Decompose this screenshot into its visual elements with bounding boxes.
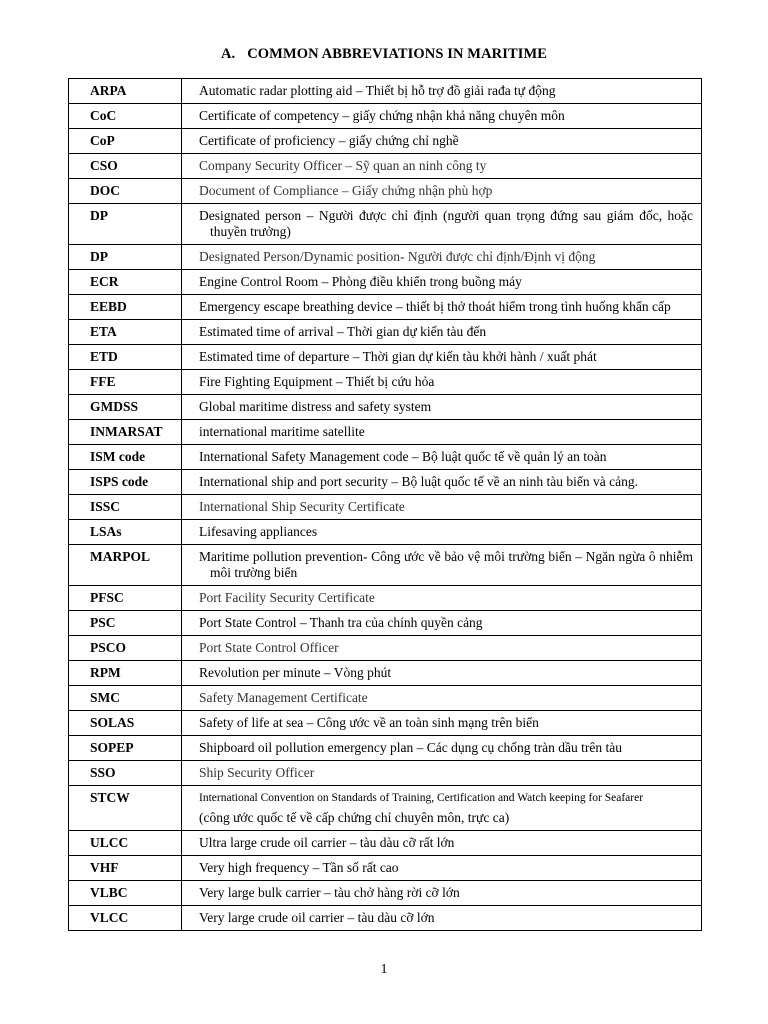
page-number: 1 [380,962,388,977]
abbreviation-code: SOPEP [69,736,182,761]
abbreviation-description: Port State Control Officer [182,636,702,661]
abbreviation-description: Certificate of competency – giấy chứng nhận khả năng chuyên môn [182,104,702,129]
table-row [69,661,702,686]
table-row [69,636,702,661]
table-row [69,445,702,470]
abbreviation-description: Engine Control Room – Phòng điều khiển trong buồng máy [182,270,702,295]
abbreviation-description: Shipboard oil pollution emergency plan – Các dụng cụ chống tràn dầu trên tàu [182,736,702,761]
abbreviation-description: Automatic radar plotting aid – Thiết bị hỗ trợ đồ giải rađa tự động [182,79,702,104]
abbreviation-code: CoP [69,129,182,154]
abbreviation-code: RPM [69,661,182,686]
abbreviation-description: Global maritime distress and safety system [182,395,702,420]
abbreviation-description: Certificate of proficiency – giấy chứng chỉ nghề [182,129,702,154]
abbreviation-description: International Ship Security Certificate [182,495,702,520]
abbreviation-code: ULCC [69,831,182,856]
abbreviation-description: Port State Control – Thanh tra của chính quyền cảng [182,611,702,636]
abbreviation-description: Maritime pollution prevention- Công ước về bảo vệ môi trường biển – Ngăn ngừa ô nhiễm môi trường biển [182,545,702,586]
description-line: (công ước quốc tế về cấp chứng chỉ chuyên môn, trực ca) [199,810,510,825]
abbreviation-code: DP [69,245,182,270]
abbreviation-code: VLCC [69,906,182,931]
table-row [69,179,702,204]
table-row [69,831,702,856]
abbreviation-code: STCW [69,786,182,831]
abbreviation-description: Lifesaving appliances [182,520,702,545]
table-row [69,295,702,320]
table-row [69,711,702,736]
table-row [69,881,702,906]
table-row [69,906,702,931]
abbreviation-description: Company Security Officer – Sỹ quan an ninh công ty [182,154,702,179]
table-row [69,204,702,245]
abbreviation-description: Safety of life at sea – Công ước về an toàn sinh mạng trên biển [182,711,702,736]
abbreviation-code: CSO [69,154,182,179]
abbreviation-code: ETD [69,345,182,370]
abbreviation-description: international maritime satellite [182,420,702,445]
table-row [69,470,702,495]
abbreviations-table [68,78,702,931]
abbreviation-description: Very high frequency – Tần số rất cao [182,856,702,881]
abbreviation-description: Ultra large crude oil carrier – tàu dàu cỡ rất lớn [182,831,702,856]
table-row [69,79,702,104]
abbreviation-code: DP [69,204,182,245]
abbreviation-code: ISPS code [69,470,182,495]
abbreviation-description: International ship and port security – Bộ luật quốc tế về an ninh tàu biển và cảng. [182,470,702,495]
abbreviation-description: Designated person – Người được chỉ định (người quan trọng đứng sau giám đốc, hoặc thuyền trưởng) [182,204,702,245]
table-row [69,420,702,445]
table-row [69,856,702,881]
table-row [69,761,702,786]
page-title [0,46,768,63]
table-row [69,586,702,611]
abbreviation-code: INMARSAT [69,420,182,445]
abbreviation-description: Document of Compliance – Giấy chứng nhận phù hợp [182,179,702,204]
abbreviation-code: DOC [69,179,182,204]
abbreviation-code: SSO [69,761,182,786]
abbreviation-code: VHF [69,856,182,881]
abbreviation-code: ECR [69,270,182,295]
abbreviation-description: Safety Management Certificate [182,686,702,711]
abbreviation-code: MARPOL [69,545,182,586]
table-row [69,104,702,129]
table-row [69,611,702,636]
abbreviation-code: PFSC [69,586,182,611]
section-number: A. [220,46,236,62]
abbreviation-code: SMC [69,686,182,711]
table-row [69,736,702,761]
table-row [69,345,702,370]
table-row [69,545,702,586]
table-row [69,395,702,420]
abbreviation-code: SOLAS [69,711,182,736]
abbreviation-code: VLBC [69,881,182,906]
abbreviation-code: LSAs [69,520,182,545]
abbreviation-description: Estimated time of departure – Thời gian dự kiến tàu khởi hành / xuất phát [182,345,702,370]
abbreviation-description [182,786,702,831]
abbreviation-description: Emergency escape breathing device – thiết bị thở thoát hiểm trong tình huống khẩn cấp [182,295,702,320]
table-row [69,520,702,545]
abbreviation-description: Estimated time of arrival – Thời gian dự kiến tàu đến [182,320,702,345]
abbreviation-description: Port Facility Security Certificate [182,586,702,611]
abbreviation-description: Revolution per minute – Vòng phút [182,661,702,686]
abbreviation-description: International Safety Management code – Bộ luật quốc tế về quản lý an toàn [182,445,702,470]
abbreviation-code: EEBD [69,295,182,320]
abbreviation-code: FFE [69,370,182,395]
abbreviation-code: ETA [69,320,182,345]
abbreviation-description: Very large bulk carrier – tàu chở hàng rời cỡ lớn [182,881,702,906]
abbreviation-code: PSCO [69,636,182,661]
description-line: International Convention on Standards of Training, Certification and Watch keeping for Seafarer [199,792,644,804]
table-row [69,370,702,395]
table-row [69,154,702,179]
abbreviation-description: Designated Person/Dynamic position- Người được chỉ định/Định vị động [182,245,702,270]
abbreviation-code: ISM code [69,445,182,470]
table-row [69,320,702,345]
table-row [69,786,702,831]
abbreviation-description: Fire Fighting Equipment – Thiết bị cứu hỏa [182,370,702,395]
abbreviation-code: ISSC [69,495,182,520]
table-row [69,129,702,154]
abbreviation-code: GMDSS [69,395,182,420]
table-row [69,245,702,270]
abbreviation-description: Ship Security Officer [182,761,702,786]
abbreviation-code: PSC [69,611,182,636]
table-row [69,686,702,711]
table-row [69,270,702,295]
section-title: COMMON ABBREVIATIONS IN MARITIME [247,46,548,62]
abbreviation-description: Very large crude oil carrier – tàu dàu cỡ lớn [182,906,702,931]
abbreviation-code: CoC [69,104,182,129]
abbreviation-code: ARPA [69,79,182,104]
table-row [69,495,702,520]
